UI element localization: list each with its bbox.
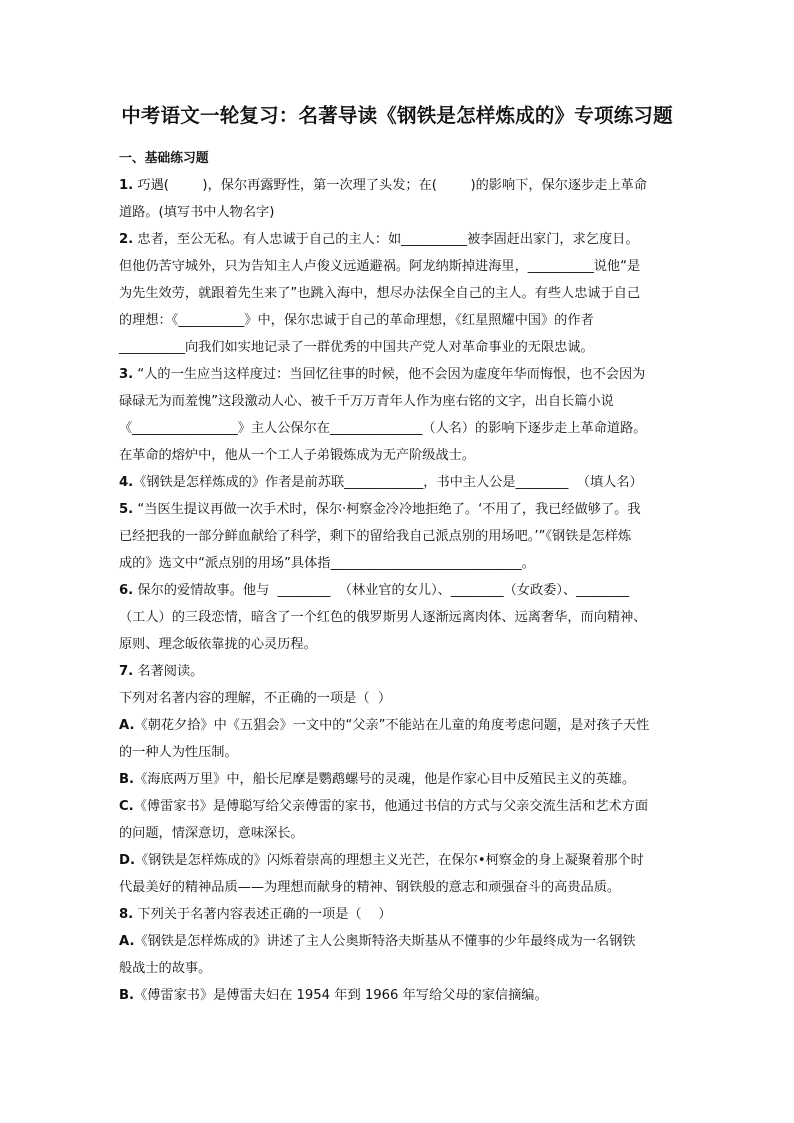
text-line (119, 982, 679, 1009)
text-line (119, 820, 679, 847)
line-text: 《傅雷家书》是傅聪写给父亲傅雷的家书，他通过书信的方式与父亲交流生活和艺术方面 (133, 799, 649, 814)
text-line (119, 469, 679, 496)
item-number: D. (119, 853, 135, 868)
text-line (119, 550, 679, 577)
item-number: 4. (119, 475, 134, 490)
text-line (119, 334, 679, 361)
text-line (119, 361, 679, 388)
line-text: 下列关于名著内容表述正确的一项是（ ） (133, 907, 392, 922)
text-line (119, 415, 679, 442)
text-line (119, 523, 679, 550)
line-text: 下列对名著内容的理解，不正确的一项是（ ） (119, 691, 392, 706)
line-text: 巧遇( )，保尔再露野性，第一次理了头发；在( )的影响下，保尔逐步走上革命 (133, 178, 648, 193)
text-line (119, 172, 679, 199)
text-line (119, 496, 679, 523)
text-line (119, 388, 679, 415)
line-text: 但他仍苦守城外，只为告知主人卢俊义远遁避祸。阿龙纳斯掉进海里，__________说他“是 (119, 259, 641, 274)
text-line (119, 604, 679, 631)
item-number: B. (119, 988, 135, 1003)
page-title: 中考语文一轮复习：名著导读《钢铁是怎样炼成的》专项练习题 (121, 104, 673, 127)
line-text: 道路。(填写书中人物名字) (119, 205, 275, 220)
text-line (119, 631, 679, 658)
item-number: A. (119, 718, 135, 733)
text-line (119, 199, 679, 226)
item-number: 8. (119, 907, 134, 922)
item-number: 7. (119, 664, 134, 679)
text-line (119, 739, 679, 766)
item-number: 6. (119, 583, 134, 598)
line-text: 《钢铁是怎样炼成的》闪烁着崇高的理想主义光芒，在保尔•柯察金的身上凝聚着那个时 (134, 853, 644, 868)
item-number: 5. (119, 502, 134, 517)
text-line (119, 685, 679, 712)
text-line (119, 928, 679, 955)
question-lines (119, 172, 679, 1009)
line-text: “当医生提议再做一次手术时，保尔·柯察金冷冷地拒绝了。‘不用了，我已经做够了。我 (133, 502, 641, 517)
line-text: 在革命的熔炉中，他从一个工人子弟锻炼成为无产阶级战士。 (119, 448, 476, 463)
text-line (119, 442, 679, 469)
line-text: 《钢铁是怎样炼成的》作者是前苏联____________，书中主人公是________ （填人名） (133, 475, 643, 490)
item-number: 3. (119, 367, 134, 382)
item-number: C. (119, 799, 134, 814)
item-number: A. (119, 934, 135, 949)
line-text: 《________________》主人公保尔在______________（人名）的影响下逐步走上革命道路。 (119, 421, 647, 436)
line-text: （工人）的三段恋情，暗含了一个红色的俄罗斯男人逐渐远离肉体、远离奢华，而向精神、 (119, 610, 647, 625)
line-text: 的理想：《__________》中，保尔忠诚于自己的革命理想，《红星照耀中国》的作者 (119, 313, 594, 328)
line-text: 为先生效劳，就跟着先生来了”也跳入海中，想尽办法保全自己的主人。有些人忠诚于自己 (119, 286, 641, 301)
line-text: 般战士的故事。 (119, 961, 212, 976)
text-line (119, 280, 679, 307)
line-text: __________向我们如实地记录了一群优秀的中国共产党人对革命事业的无限忠诚。 (119, 340, 594, 355)
item-number: 1. (119, 178, 134, 193)
text-line (119, 766, 679, 793)
line-text: 代最美好的精神品质——为理想而献身的精神、钢铁般的意志和顽强奋斗的高贵品质。 (119, 880, 621, 895)
line-text: 碌碌无为而羞愧”这段激动人心、被千千万万青年人作为座右铭的文字，出自长篇小说 (119, 394, 614, 409)
document-body (119, 145, 679, 1009)
line-text: 《傅雷家书》是傅雷夫妇在 1954 年到 1966 年写给父母的家信摘编。 (134, 988, 548, 1003)
text-line (119, 307, 679, 334)
text-line (119, 226, 679, 253)
text-line (119, 577, 679, 604)
line-text: 《朝花夕拾》中《五猖会》一文中的“父亲”不能站在儿童的角度考虑问题，是对孩子天性 (134, 718, 650, 733)
text-line (119, 847, 679, 874)
item-number: 2. (119, 232, 134, 247)
line-text: 成的》选文中“派点别的用场”具体指_____________________________。 (119, 556, 535, 571)
line-text: 保尔的爱情故事。他与 ________ （林业官的女儿）、________（女政委）、________ (133, 583, 629, 598)
text-line (119, 793, 679, 820)
section-heading: 一、基础练习题 (119, 151, 209, 166)
line-text: 的问题，情深意切，意味深长。 (119, 826, 304, 841)
line-text: 已经把我的一部分鲜血献给了科学，剩下的留给我自己派点别的用场吧。’”《钢铁是怎样炼 (119, 529, 632, 544)
text-line (119, 874, 679, 901)
line-text: 的一种人为性压制。 (119, 745, 238, 760)
text-line (119, 955, 679, 982)
line-text: 《海底两万里》中，船长尼摩是鹦鹉螺号的灵魂，他是作家心目中反殖民主义的英雄。 (134, 772, 636, 787)
text-line (119, 658, 679, 685)
text-line (119, 901, 679, 928)
line-text: 《钢铁是怎样炼成的》讲述了主人公奥斯特洛夫斯基从不懂事的少年最终成为一名钢铁 (134, 934, 636, 949)
text-line (119, 712, 679, 739)
line-text: “人的一生应当这样度过：当回忆往事的时候，他不会因为虚度年华而悔恨，也不会因为 (133, 367, 646, 382)
line-text: 名著阅读。 (133, 664, 204, 679)
text-line (119, 253, 679, 280)
line-text: 忠者，至公无私。有人忠诚于自己的主人：如__________被李固赶出家门，求乞度日。 (133, 232, 639, 247)
line-text: 原则、理念皈依靠拢的心灵历程。 (119, 637, 317, 652)
item-number: B. (119, 772, 135, 787)
